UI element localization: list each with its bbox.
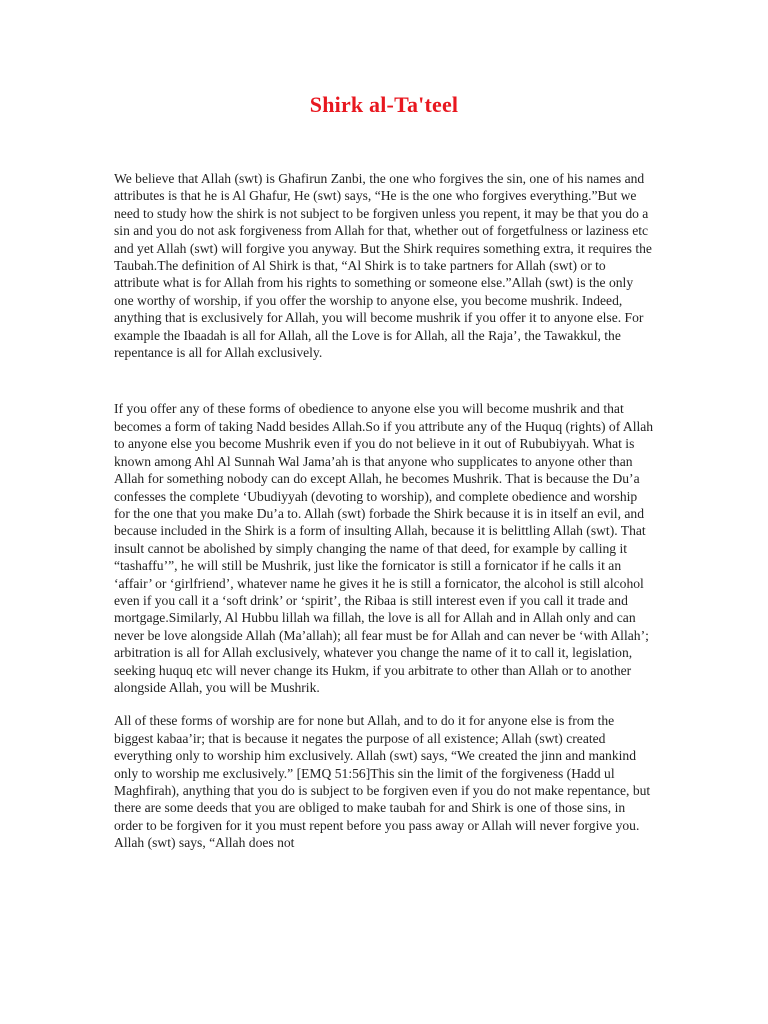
- paragraph-1: We believe that Allah (swt) is Ghafirun Zanbi, the one who forgives the sin, one of his names and attributes is that he is Al Ghafur, He (swt) says, “He is the one who forgives everything.”But we need to study how the shirk is not subject to be forgiven unless you repent, it may be that you do a sin and you do not ask forgiveness from Allah for that, whether out of forgetfulness or laziness etc and yet Allah (swt) will forgive you anyway. But the Shirk requires something extra, it requires the Taubah.The definition of Al Shirk is that, “Al Shirk is to take partners for Allah (swt) or to attribute what is for Allah from his rights to something or someone else.”Allah (swt) is the only one worthy of worship, if you offer the worship to anyone else, you become mushrik. Indeed, anything that is exclusively for Allah, you will become mushrik if you offer it to anyone else. For example the Ibaadah is all for Allah, all the Love is for Allah, all the Raja’, the Tawakkul, the repentance is all for Allah exclusively.: [114, 171, 652, 361]
- document-title: Shirk al-Ta'teel: [309, 92, 459, 117]
- paragraph-2: If you offer any of these forms of obedience to anyone else you will become mushrik and that becomes a form of taking Nadd besides Allah.So if you attribute any of the Huquq (rights) of Allah to anyone else you become Mushrik even if you do not believe in it out of Rububiyyah. What is known among Ahl Al Sunnah Wal Jama’ah is that anyone who supplicates to anyone other than Allah for something nobody can do except Allah, he becomes Mushrik. That is because the Du’a confesses the complete ‘Ubudiyyah (devoting to worship), and complete obedience and worship for the one that you make Du’a to. Allah (swt) forbade the Shirk because it is in itself an evil, and because included in the Shirk is a form of insulting Allah, because it is belittling Allah (swt). That insult cannot be abolished by simply changing the name of that deed, for example by calling it “tashaffu’”, he will still be Mushrik, just like the fornicator is still a fornicator if he calls it an ‘affair’ or ‘girlfriend’, whatever name he gives it he is still a fornicator, the alcohol is still alcohol even if you call it a ‘soft drink’ or ‘spirit’, the Ribaa is still interest even if you call it trade and mortgage.Similarly, Al Hubbu lillah wa fillah, the love is all for Allah and in Allah only and can never be love alongside Allah (Ma’allah); all fear must be for Allah and can never be ‘with Allah’; arbitration is all for Allah exclusively, whatever you change the name of it to call it, legislation, seeking huquq etc will never change its Hukm, if you arbitrate to other than Allah or to another alongside Allah, you will be Mushrik.: [114, 401, 654, 695]
- document-body: [114, 170, 654, 852]
- paragraph-3: All of these forms of worship are for none but Allah, and to do it for anyone else is from the biggest kabaa’ir; that is because it negates the purpose of all existence; Allah (swt) created everything only to worship him exclusively. Allah (swt) says, “We created the jinn and mankind only to worship me exclusively.” [EMQ 51:56]This sin the limit of the forgiveness (Hadd ul Maghfirah), anything that you do is subject to be forgiven even if you do not make repentance, but there are some deeds that you are obliged to make taubah for and Shirk is one of those sins, in order to be forgiven for it you must repent before you pass away or Allah will never forgive you. Allah (swt) says, “Allah does not: [114, 713, 651, 851]
